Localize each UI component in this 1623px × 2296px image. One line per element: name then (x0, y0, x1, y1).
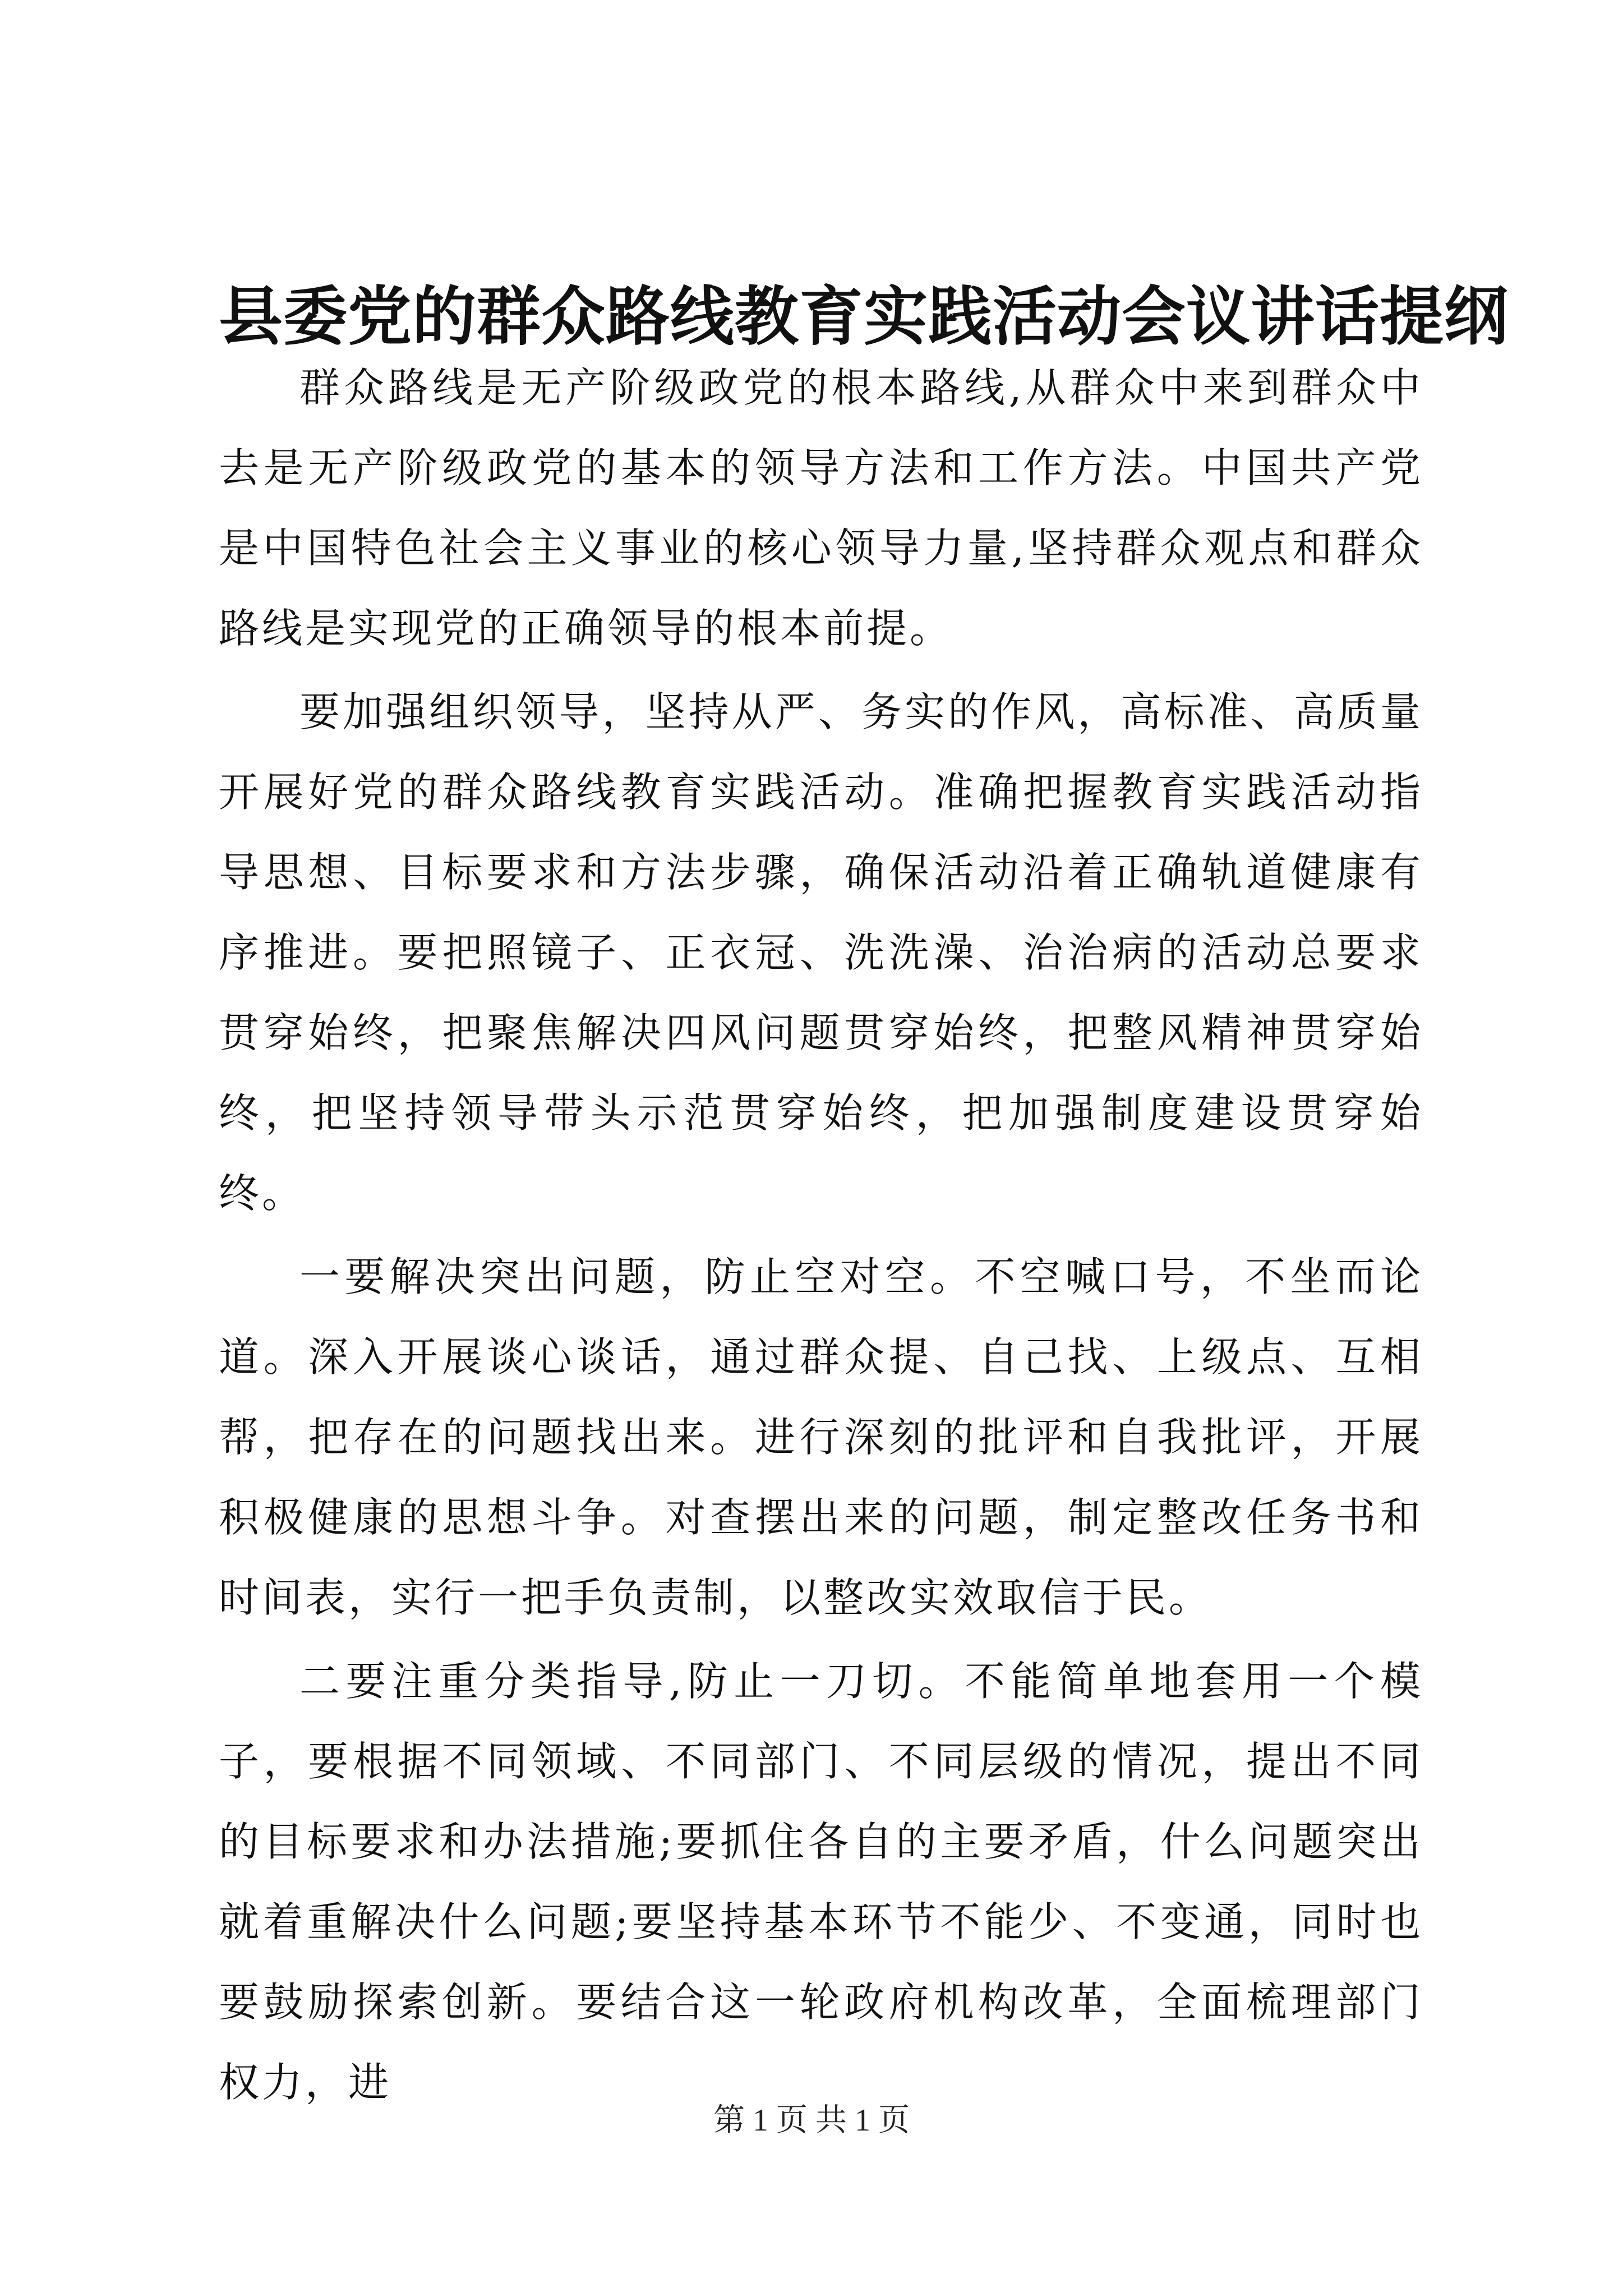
document-title: 县委党的群众路线教育实践活动会议讲话提纲 (219, 279, 1509, 354)
paragraph: 要加强组织领导，坚持从严、务实的作风，高标准、高质量开展好党的群众路线教育实践活动。准确把握教育实践活动指导思想、目标要求和方法步骤，确保活动沿着正确轨道健康有序推进。要把照镜子、正衣冠、洗洗澡、治治病的活动总要求贯穿始终，把聚焦解决四风问题贯穿始终，把整风精神贯穿始终，把坚持领导带头示范贯穿始终，把加强制度建设贯穿始终。 (219, 688, 1423, 1217)
paragraph: 二要注重分类指导,防止一刀切。不能简单地套用一个模子，要根据不同领域、不同部门、不同层级的情况，提出不同的目标要求和办法措施;要抓住各自的主要矛盾，什么问题突出就着重解决什么问题;要坚持基本环节不能少、不变通，同时也要鼓励探索创新。要结合这一轮政府机构改革，全面梳理部门权力，进 (219, 1658, 1423, 2106)
document-body (219, 348, 1423, 2126)
page-number-footer: 第 1 页 共 1 页 (713, 2103, 910, 2138)
paragraph: 一要解决突出问题，防止空对空。不空喊口号，不坐而论道。深入开展谈心谈话，通过群众提、自己找、上级点、互相帮，把存在的问题找出来。进行深刻的批评和自我批评，开展积极健康的思想斗争。对查摆出来的问题，制定整改任务书和时间表，实行一把手负责制，以整改实效取信于民。 (219, 1253, 1423, 1621)
paragraph: 群众路线是无产阶级政党的根本路线,从群众中来到群众中去是无产阶级政党的基本的领导方法和工作方法。中国共产党是中国特色社会主义事业的核心领导力量,坚持群众观点和群众路线是实现党的正确领导的根本前提。 (219, 364, 1423, 652)
